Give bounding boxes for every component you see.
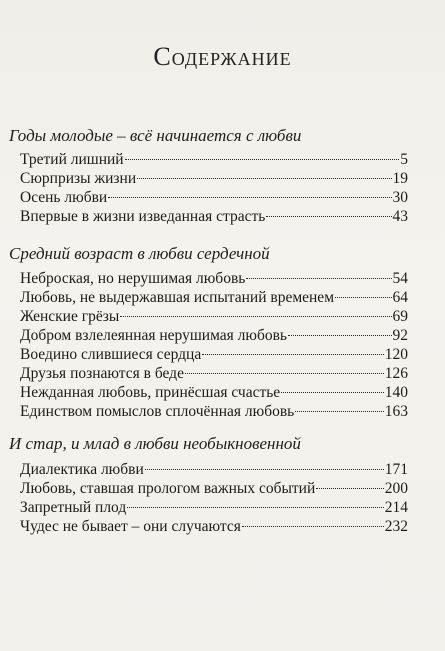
- toc-entry-title: Нежданная любовь, принёсшая счастье: [20, 384, 281, 401]
- toc-entry[interactable]: [20, 460, 408, 479]
- toc-entry[interactable]: [20, 364, 408, 383]
- toc-entry[interactable]: [20, 169, 408, 188]
- toc-entry[interactable]: [20, 150, 408, 169]
- leader-dots: [145, 469, 384, 470]
- toc-entry[interactable]: [20, 498, 408, 517]
- leader-dots: [185, 373, 384, 374]
- toc-list: [20, 269, 408, 421]
- toc-entry-title: Добром взлелеянная нерушимая любовь: [20, 327, 287, 344]
- toc-entry-page: 5: [400, 151, 408, 168]
- toc-entry[interactable]: [20, 479, 408, 498]
- toc-entry[interactable]: [20, 383, 408, 402]
- leader-dots: [316, 488, 384, 489]
- page-title: Содержание: [153, 42, 292, 71]
- toc-entry-page: 163: [384, 403, 408, 420]
- leader-dots: [288, 335, 392, 336]
- toc-entry-page: 120: [384, 346, 408, 363]
- toc-entry[interactable]: [20, 307, 408, 326]
- leader-dots: [266, 216, 391, 217]
- toc-entry-page: 43: [392, 208, 408, 225]
- toc-entry[interactable]: [20, 517, 408, 536]
- leader-dots: [125, 159, 400, 160]
- toc-list: [20, 460, 408, 536]
- section-title: Средний возраст в любви сердечной: [9, 244, 270, 263]
- section-title: И стар, и млад в любви необыкновенной: [9, 434, 301, 453]
- toc-entry-title: Женские грёзы: [20, 308, 120, 325]
- toc-entry-page: 69: [392, 308, 408, 325]
- toc-entry[interactable]: [20, 269, 408, 288]
- leader-dots: [242, 526, 384, 527]
- toc-entry[interactable]: [20, 326, 408, 345]
- toc-entry-page: 19: [392, 170, 408, 187]
- leader-dots: [120, 316, 391, 317]
- leader-dots: [281, 392, 384, 393]
- leader-dots: [246, 278, 391, 279]
- leader-dots: [127, 507, 384, 508]
- toc-entry-page: 232: [384, 518, 408, 535]
- toc-entry-page: 200: [384, 480, 408, 497]
- toc-entry-page: 92: [392, 327, 408, 344]
- toc-entry-title: Неброская, но нерушимая любовь: [20, 270, 246, 287]
- toc-entry-title: Сюрпризы жизни: [20, 170, 137, 187]
- toc-entry-title: Диалектика любви: [20, 461, 144, 478]
- toc-entry-title: Впервые в жизни изведанная страсть: [20, 208, 266, 225]
- section-title: Годы молодые – всё начинается с любви: [9, 126, 302, 145]
- toc-entry-page: 171: [384, 461, 408, 478]
- toc-entry[interactable]: [20, 288, 408, 307]
- toc-entry-title: Запретный плод: [20, 499, 127, 516]
- leader-dots: [335, 297, 392, 298]
- toc-entry-title: Любовь, ставшая прологом важных событий: [20, 480, 316, 497]
- toc-entry[interactable]: [20, 188, 408, 207]
- toc-entry-page: 30: [392, 189, 408, 206]
- toc-entry-title: Чудес не бывает – они случаются: [20, 518, 241, 535]
- toc-entry-page: 140: [384, 384, 408, 401]
- leader-dots: [108, 197, 391, 198]
- toc-entry-title: Единством помыслов сплочённая любовь: [20, 403, 295, 420]
- toc-entry-title: Осень любви: [20, 189, 108, 206]
- leader-dots: [137, 178, 391, 179]
- toc-list: [20, 150, 408, 226]
- leader-dots: [295, 411, 384, 412]
- toc-entry[interactable]: [20, 207, 408, 226]
- toc-entry-page: 126: [384, 365, 408, 382]
- toc-entry-page: 214: [384, 499, 408, 516]
- leader-dots: [202, 354, 384, 355]
- toc-entry-title: Друзья познаются в беде: [20, 365, 184, 382]
- toc-entry-page: 64: [392, 289, 408, 306]
- toc-entry-page: 54: [392, 270, 408, 287]
- toc-entry[interactable]: [20, 345, 408, 364]
- toc-entry[interactable]: [20, 402, 408, 421]
- toc-entry-title: Воедино слившиеся сердца: [20, 346, 202, 363]
- toc-entry-title: Любовь, не выдержавшая испытаний временем: [20, 289, 334, 306]
- toc-entry-title: Третий лишний: [20, 151, 124, 168]
